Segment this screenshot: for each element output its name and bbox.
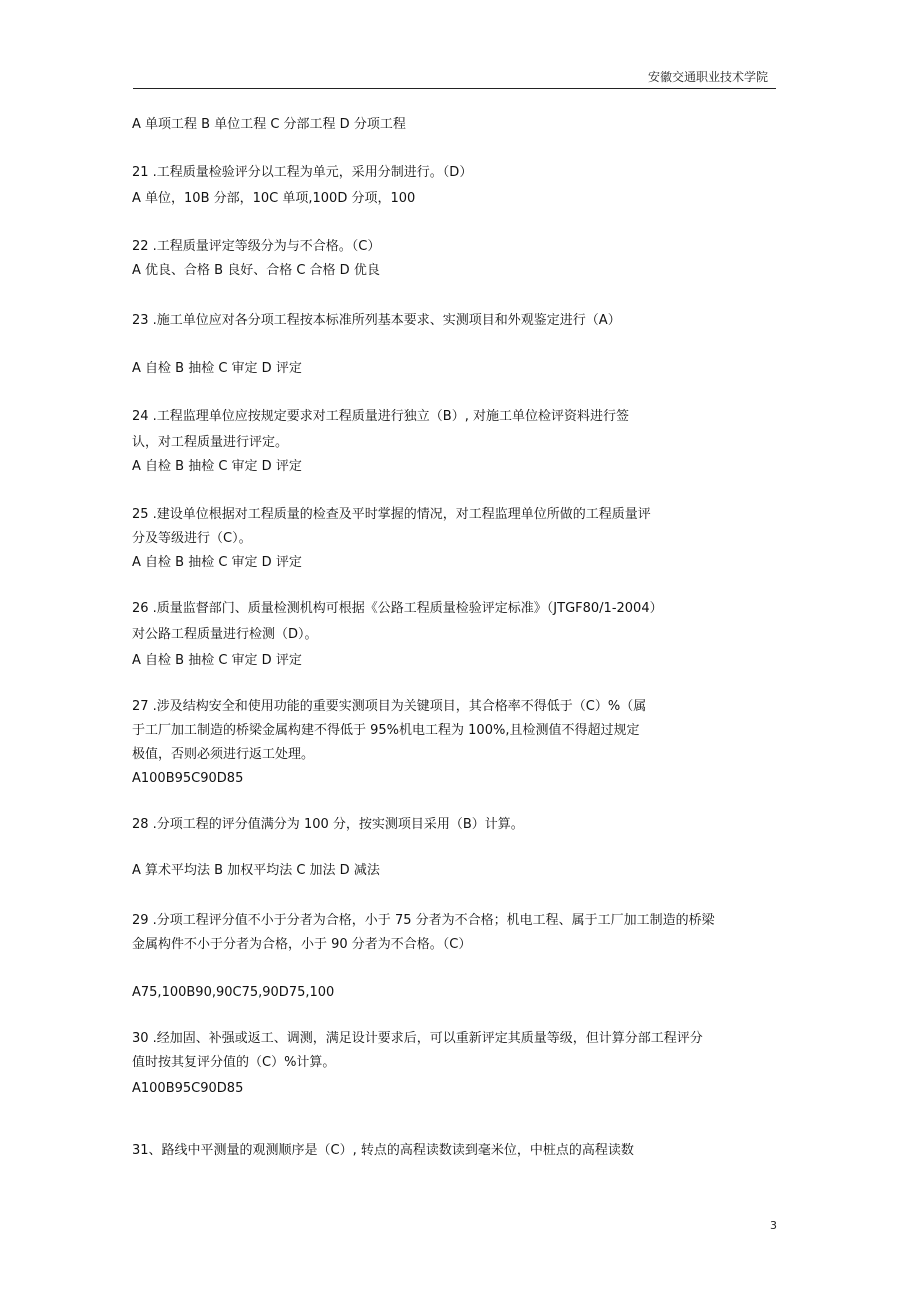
text-line: 25 .建设单位根据对工程质量的检查及平时掌握的情况，对工程监理单位所做的工程质量评 [132, 507, 651, 522]
text-line: A 自检 B 抽检 C 审定 D 评定 [132, 653, 302, 668]
text-line: A 自检 B 抽检 C 审定 D 评定 [132, 555, 302, 570]
text-line: 于工厂加工制造的桥梁金属构建不得低于 95%机电工程为 100%,且检测值不得超过规定 [132, 723, 640, 738]
text-line: A100B95C90D85 [132, 771, 244, 786]
page-number: 3 [770, 1219, 777, 1232]
text-line: 对公路工程质量进行检测（D）。 [132, 627, 318, 642]
text-line: 认，对工程质量进行评定。 [132, 435, 289, 450]
header-title: 安徽交通职业技术学院 [647, 70, 768, 84]
page-header [133, 60, 776, 89]
text-line: A 单项工程 B 单位工程 C 分部工程 D 分项工程 [132, 117, 406, 132]
text-line: A 优良、合格 B 良好、合格 C 合格 D 优良 [132, 263, 380, 278]
text-line: A 自检 B 抽检 C 审定 D 评定 [132, 361, 302, 376]
text-line: A 算术平均法 B 加权平均法 C 加法 D 减法 [132, 863, 380, 878]
text-line: 金属构件不小于分者为合格，小于 90 分者为不合格。（C） [132, 937, 472, 952]
text-line: 22 .工程质量评定等级分为与不合格。（C） [132, 239, 381, 254]
text-line: 27 .涉及结构安全和使用功能的重要实测项目为关键项目，其合格率不得低于（C）%（属 [132, 699, 647, 714]
text-line: 21 .工程质量检验评分以工程为单元，采用分制进行。（D） [132, 165, 473, 180]
text-line: 分及等级进行（C）。 [132, 531, 252, 546]
text-line: 23 .施工单位应对各分项工程按本标准所列基本要求、实测项目和外观鉴定进行（A） [132, 313, 621, 328]
text-line: A100B95C90D85 [132, 1081, 244, 1096]
text-line: A 单位，10B 分部，10C 单项,100D 分项，100 [132, 191, 416, 206]
text-line: 28 .分项工程的评分值满分为 100 分，按实测项目采用（B）计算。 [132, 817, 524, 832]
text-line: 值时按其复评分值的（C）%计算。 [132, 1055, 336, 1070]
text-line: 24 .工程监理单位应按规定要求对工程质量进行独立（B）, 对施工单位检评资料进行签 [132, 409, 629, 424]
text-line: 26 .质量监督部门、质量检测机构可根据《公路工程质量检验评定标准》（JTGF80/1-2004） [132, 601, 663, 616]
text-line: A75,100B90,90C75,90D75,100 [132, 985, 335, 1000]
text-line: 30 .经加固、补强或返工、调测，满足设计要求后，可以重新评定其质量等级，但计算分部工程评分 [132, 1031, 703, 1046]
text-line: A 自检 B 抽检 C 审定 D 评定 [132, 459, 302, 474]
text-line: 31、路线中平测量的观测顺序是（C）, 转点的高程读数读到毫米位，中桩点的高程读数 [132, 1143, 634, 1158]
text-line: 极值，否则必须进行返工处理。 [132, 747, 315, 762]
text-line: 29 .分项工程评分值不小于分者为合格，小于 75 分者为不合格；机电工程、属于工厂加工制造的桥梁 [132, 913, 715, 928]
